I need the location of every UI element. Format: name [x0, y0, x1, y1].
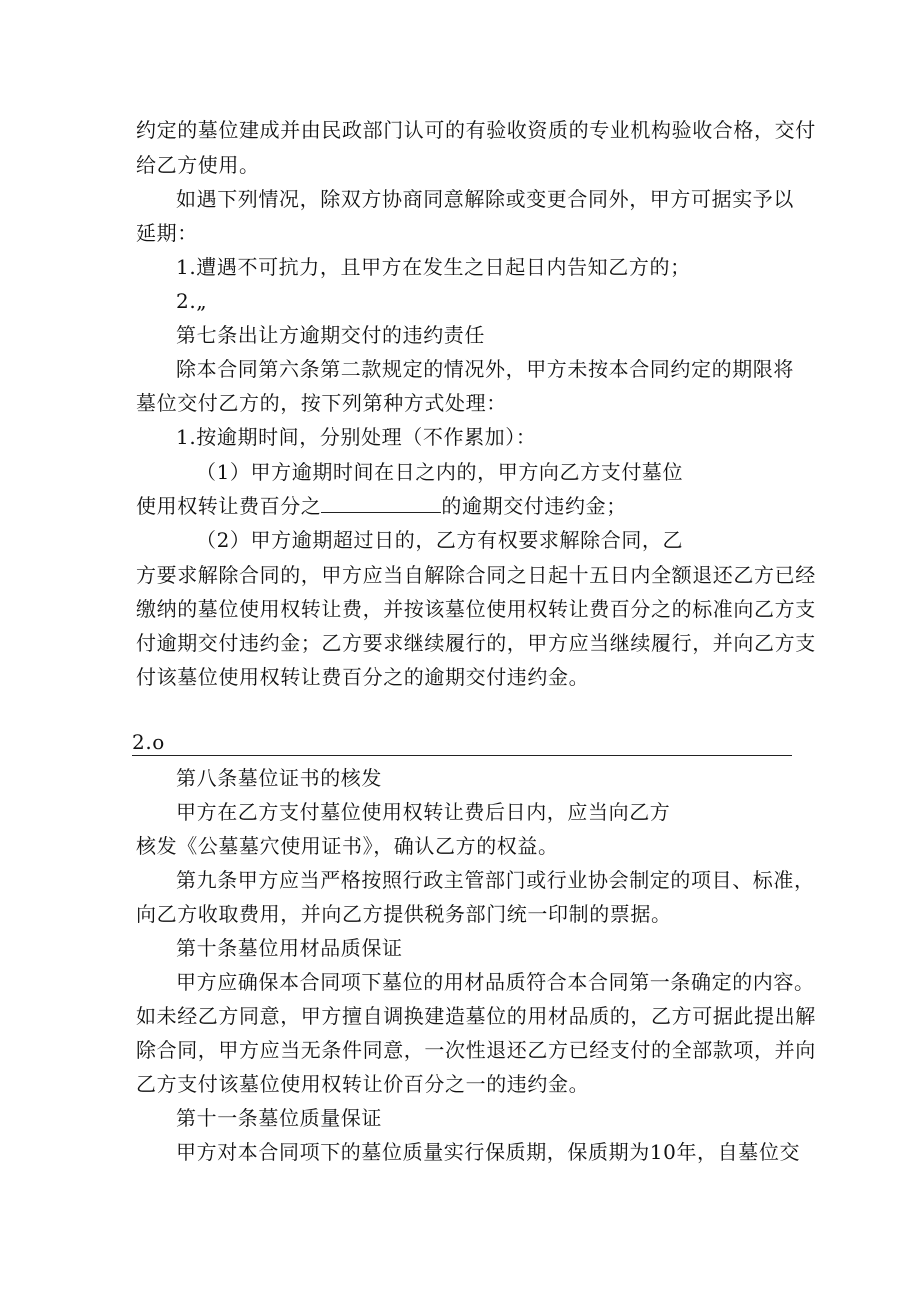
text-line: 1.遭遇不可抗力，且甲方在发生之日起日内告知乙方的； — [176, 255, 691, 279]
text-line: 如遇下列情况，除双方协商同意解除或变更合同外，甲方可据实予以 — [176, 187, 794, 211]
text-line: 向乙方收取费用，并向乙方提供税务部门统一印制的票据。 — [136, 902, 672, 926]
text-line: 甲方在乙方支付墓位使用权转让费后日内，应当向乙方 — [176, 800, 671, 824]
text-line: 缴纳的墓位使用权转让费，并按该墓位使用权转让费百分之的标准向乙方支 — [136, 597, 816, 621]
text-line: 甲方应确保本合同项下墓位的用材品质符合本合同第一条确定的内容。 — [176, 970, 815, 994]
text-segment: 使用权转让费百分之 — [136, 494, 322, 518]
article-heading: 第十条墓位用材品质保证 — [176, 936, 403, 960]
text-line: 乙方支付该墓位使用权转让价百分之一的违约金。 — [136, 1072, 590, 1096]
article-heading: 第七条出让方逾期交付的违约责任 — [176, 323, 485, 347]
text-line: 2.„ — [176, 289, 208, 313]
horizontal-rule — [132, 755, 792, 756]
text-line: 延期： — [136, 221, 198, 245]
text-line: 如未经乙方同意，甲方擅自调换建造墓位的用材品质的，乙方可据此提出解 — [136, 1004, 816, 1028]
text-line: 2.o — [132, 730, 165, 754]
text-line: 甲方对本合同项下的墓位质量实行保质期，保质期为10年，自墓位交 — [176, 1140, 801, 1164]
article-heading: 第十一条墓位质量保证 — [176, 1106, 382, 1130]
text-line: 付逾期交付违约金；乙方要求继续履行的，甲方应当继续履行，并向乙方支 — [136, 631, 816, 655]
text-line: 第九条甲方应当严格按照行政主管部门或行业协会制定的项目、标准， — [176, 868, 815, 892]
text-line: （1）甲方逾期时间在日之内的，甲方向乙方支付墓位 — [196, 460, 684, 484]
article-heading: 第八条墓位证书的核发 — [176, 766, 382, 790]
text-segment: 的逾期交付违约金； — [441, 494, 627, 518]
text-line-with-blank — [136, 494, 627, 518]
text-line: 1.按逾期时间，分别处理（不作累加）： — [176, 425, 537, 449]
fill-in-blank[interactable] — [321, 494, 441, 513]
text-line: 除本合同第六条第二款规定的情况外，甲方未按本合同约定的期限将 — [176, 357, 794, 381]
text-line: 约定的墓位建成并由民政部门认可的有验收资质的专业机构验收合格，交付 — [136, 118, 816, 142]
text-line: 给乙方使用。 — [136, 153, 260, 177]
text-line: 核发《公墓墓穴使用证书》，确认乙方的权益。 — [136, 834, 559, 858]
text-line: （2）甲方逾期超过日的，乙方有权要求解除合同，乙 — [196, 528, 684, 552]
text-line: 墓位交付乙方的，按下列第种方式处理： — [136, 391, 507, 415]
text-line: 付该墓位使用权转让费百分之的逾期交付违约金。 — [136, 665, 590, 689]
text-line: 除合同，甲方应当无条件同意，一次性退还乙方已经支付的全部款项，并向 — [136, 1038, 816, 1062]
text-line: 方要求解除合同的，甲方应当自解除合同之日起十五日内全额退还乙方已经 — [136, 563, 816, 587]
